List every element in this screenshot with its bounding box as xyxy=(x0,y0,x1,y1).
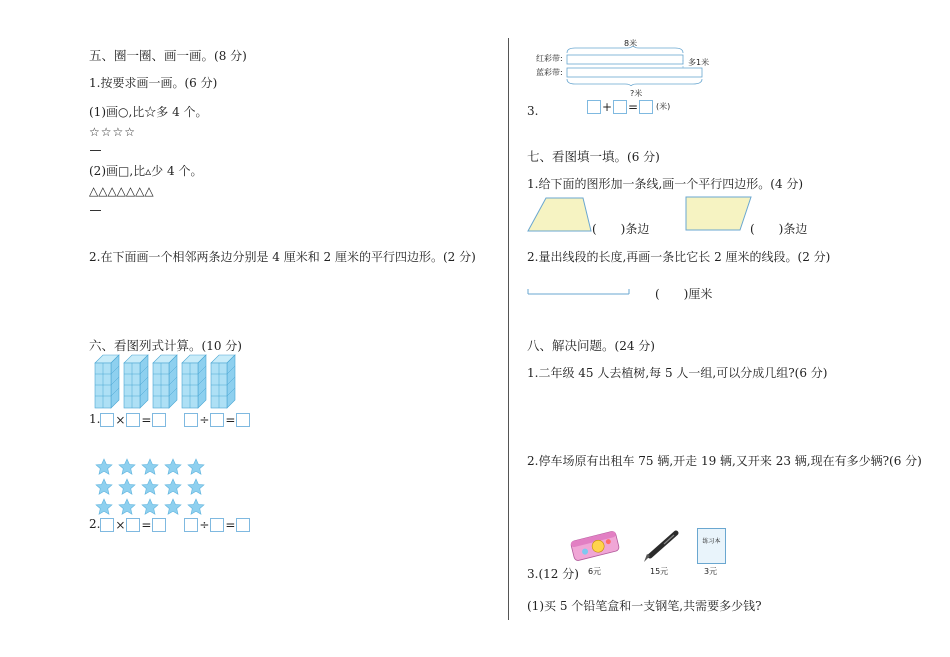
pentagon-shape xyxy=(685,196,753,232)
notebook-price: 3元 xyxy=(704,567,718,576)
q7-2: 2.量出线段的长度,再画一条比它长 2 厘米的线段。(2 分) xyxy=(527,250,831,264)
section-6-heading xyxy=(89,336,242,354)
centimeter-answer: ( )厘米 xyxy=(655,287,713,301)
answer-box[interactable] xyxy=(613,100,627,114)
q8-3a: (1)买 5 个铅笔盒和一支钢笔,共需要多少钱? xyxy=(527,599,762,613)
section-5-heading xyxy=(89,46,247,64)
answer-box[interactable] xyxy=(126,518,140,532)
section-8-heading xyxy=(527,336,655,354)
equals-sign: = xyxy=(627,99,639,114)
q-diagram-3-number: 3. xyxy=(527,104,539,118)
diagram-equation xyxy=(587,99,670,114)
star-grid xyxy=(95,456,210,518)
answer-box[interactable] xyxy=(236,518,250,532)
edge-count-1: ( )条边 xyxy=(592,222,650,236)
answer-box[interactable] xyxy=(587,100,601,114)
notebook-title: 练习本 xyxy=(702,538,721,545)
equals-sign: = xyxy=(225,517,236,532)
triangle-row: △△△△△△△ xyxy=(89,184,154,198)
q5-1: 1.按要求画一画。(6 分) xyxy=(89,76,218,90)
section-6-title: 六、看图列式计算。 xyxy=(89,338,202,353)
answer-box[interactable] xyxy=(152,413,166,427)
section-8-title: 八、解决问题。 xyxy=(527,338,615,353)
cube-stack xyxy=(182,355,206,408)
answer-box[interactable] xyxy=(236,413,250,427)
unit-label: (米) xyxy=(656,102,671,111)
cube-stack xyxy=(124,355,148,408)
equals-sign: = xyxy=(225,412,236,427)
pencil-box-price: 6元 xyxy=(588,567,602,576)
section-5-title: 五、圈一圈、画一画。 xyxy=(89,48,215,63)
answer-box[interactable] xyxy=(639,100,653,114)
q8-3: 3.(12 分) xyxy=(527,567,579,581)
answer-box[interactable] xyxy=(126,413,140,427)
q5-1a: (1)画○,比☆多 4 个。 xyxy=(89,105,208,119)
equals-sign: = xyxy=(141,412,152,427)
plus-sign: + xyxy=(601,99,613,114)
cube-stack xyxy=(153,355,177,408)
answer-line-1 xyxy=(90,150,101,151)
section-6-score: (10 分) xyxy=(201,339,242,353)
line-segment xyxy=(527,287,631,297)
q5-2: 2.在下面画一个相邻两条边分别是 4 厘米和 2 厘米的平行四边形。(2 分) xyxy=(89,250,476,264)
answer-box[interactable] xyxy=(100,413,114,427)
pen-price: 15元 xyxy=(650,567,669,576)
q5-1b: (2)画□,比▵少 4 个。 xyxy=(89,164,203,178)
edge-count-2: ( )条边 xyxy=(750,222,808,236)
diagram-top-label: 8米 xyxy=(624,39,638,48)
section-8-score: (24 分) xyxy=(614,339,655,353)
equation-row-1 xyxy=(89,412,250,427)
pen-image xyxy=(640,530,680,564)
more-label: 多1米 xyxy=(688,58,710,67)
equals-sign: = xyxy=(141,517,152,532)
blue-ribbon-label: 蓝彩带: xyxy=(536,68,563,77)
divide-sign: ÷ xyxy=(199,517,210,532)
q7-1: 1.给下面的图形加一条线,画一个平行四边形。(4 分) xyxy=(527,177,804,191)
q6-2-number: 2. xyxy=(89,517,101,531)
q8-2: 2.停车场原有出租车 75 辆,开走 19 辆,又开来 23 辆,现在有多少辆?(6 分) xyxy=(527,454,922,468)
section-7-score: (6 分) xyxy=(627,150,660,164)
cube-stack xyxy=(95,355,119,408)
section-7-heading xyxy=(527,147,660,165)
star-row: ☆☆☆☆ xyxy=(89,125,137,139)
divide-sign: ÷ xyxy=(199,412,210,427)
times-sign: × xyxy=(115,412,126,427)
answer-box[interactable] xyxy=(184,518,198,532)
cube-stack xyxy=(211,355,235,408)
answer-box[interactable] xyxy=(210,518,224,532)
red-ribbon-label: 红彩带: xyxy=(536,54,563,63)
trapezoid-shape xyxy=(527,197,593,233)
answer-box[interactable] xyxy=(210,413,224,427)
times-sign: × xyxy=(115,517,126,532)
q8-1: 1.二年级 45 人去植树,每 5 人一组,可以分成几组?(6 分) xyxy=(527,366,828,380)
pencil-box-image xyxy=(568,528,623,564)
equation-row-2 xyxy=(89,517,250,532)
notebook-image xyxy=(697,528,726,564)
answer-line-2 xyxy=(90,210,101,211)
section-7-title: 七、看图填一填。 xyxy=(527,149,628,164)
diagram-bottom-label: ?米 xyxy=(630,89,643,98)
answer-box[interactable] xyxy=(152,518,166,532)
column-divider xyxy=(508,38,509,620)
q6-1-number: 1. xyxy=(89,412,101,426)
cube-stacks xyxy=(94,353,244,411)
answer-box[interactable] xyxy=(100,518,114,532)
section-5-score: (8 分) xyxy=(214,49,247,63)
answer-box[interactable] xyxy=(184,413,198,427)
